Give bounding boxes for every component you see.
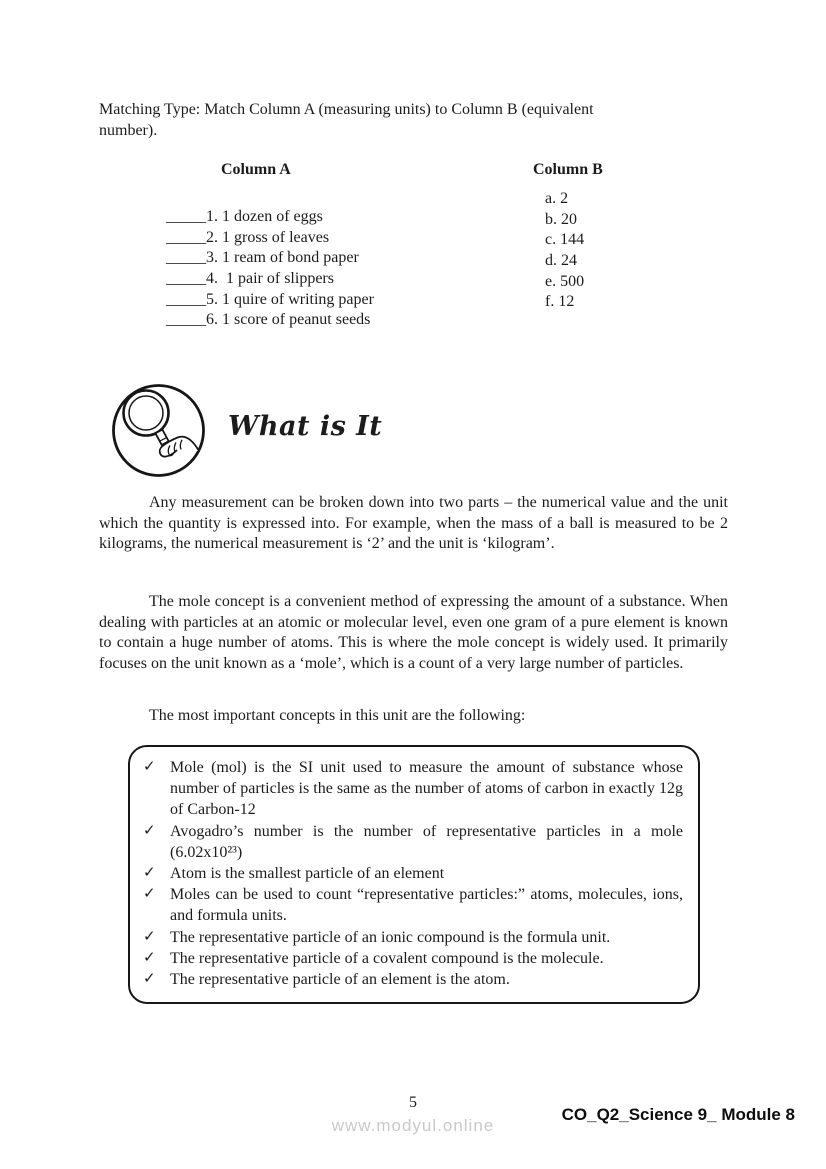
answer-blank[interactable]: _____ xyxy=(166,311,206,329)
module-label: CO_Q2_Science 9_ Module 8 xyxy=(561,1105,795,1124)
concept-item-5 xyxy=(143,927,683,948)
checkmark-icon: ✓ xyxy=(143,886,156,903)
concept-item-1 xyxy=(143,757,683,821)
magnifier-hand-icon xyxy=(110,382,207,479)
matching-instruction-line1: Matching Type: Match Column A (measuring units) to Column B (equivalent xyxy=(99,101,594,118)
column-a-item: 3. 1 ream of bond paper xyxy=(206,249,359,267)
answer-blank[interactable]: _____ xyxy=(166,270,206,288)
column-b-header: Column B xyxy=(533,161,603,178)
checkmark-icon: ✓ xyxy=(143,865,156,882)
matching-instruction xyxy=(99,99,739,141)
concept-text: Mole (mol) is the SI unit used to measure the amount of substance whose number of particles is the same as the number of atoms of carbon in exactly 12g of Carbon-12 xyxy=(170,759,683,819)
concept-text: Moles can be used to count “representative particles:” atoms, molecules, ions, and formula units. xyxy=(170,886,683,925)
concept-text: The representative particle of a covalent compound is the molecule. xyxy=(170,949,604,967)
checkmark-icon: ✓ xyxy=(143,928,156,945)
answer-blank[interactable]: _____ xyxy=(166,249,206,267)
column-a-item: 2. 1 gross of leaves xyxy=(206,228,330,246)
key-concepts-box xyxy=(128,745,700,1004)
column-b-item: e. 500 xyxy=(545,272,585,290)
answer-blank[interactable]: _____ xyxy=(166,290,206,308)
concept-text: Atom is the smallest particle of an element xyxy=(170,865,445,883)
matching-list xyxy=(142,190,702,329)
column-a-item: 5. 1 quire of writing paper xyxy=(206,290,374,308)
paragraph-concepts-lead: The most important concepts in this unit are the following: xyxy=(149,707,526,724)
column-b-item: d. 24 xyxy=(545,252,577,270)
matching-row-6 xyxy=(142,290,702,329)
answer-blank[interactable]: _____ xyxy=(166,228,206,246)
concept-item-7 xyxy=(143,969,683,990)
answer-blank[interactable]: _____ xyxy=(166,208,206,225)
matching-instruction-line2: number). xyxy=(99,122,158,139)
column-a-item: 6. 1 score of peanut seeds xyxy=(206,311,371,329)
column-b-item: a. 2 xyxy=(545,190,569,207)
checkmark-icon: ✓ xyxy=(143,822,156,839)
concept-text: The representative particle of an ionic compound is the formula unit. xyxy=(170,928,611,946)
paragraph-measurement: Any measurement can be broken down into two parts – the numerical value and the unit which the quantity is expressed into. For example, when the mass of a ball is measured to be 2 kilograms, the numerical measurement is ‘2’ and the unit is ‘kilogram’. xyxy=(99,494,728,553)
watermark: www.modyul.online xyxy=(331,1116,495,1135)
concept-item-2 xyxy=(143,821,683,863)
concept-item-6 xyxy=(143,948,683,969)
checkmark-icon: ✓ xyxy=(143,949,156,966)
checkmark-icon: ✓ xyxy=(143,971,156,988)
column-b-item: c. 144 xyxy=(545,231,585,249)
section-title: What is It xyxy=(228,411,383,442)
concept-text: The representative particle of an element is the atom. xyxy=(170,971,510,989)
column-a-item: 1. 1 dozen of eggs xyxy=(206,208,323,225)
column-b-item: f. 12 xyxy=(545,293,575,311)
page-number: 5 xyxy=(409,1094,417,1111)
concept-item-3 xyxy=(143,863,683,884)
checkmark-icon: ✓ xyxy=(143,759,156,775)
column-b-item: b. 20 xyxy=(545,210,577,228)
concept-item-4 xyxy=(143,884,683,926)
column-a-item: 4. 1 pair of slippers xyxy=(206,270,334,288)
paragraph-mole-concept: The mole concept is a convenient method of expressing the amount of a substance. When dealing with particles at an atomic or molecular level, even one gram of a pure element is known to contain a huge number of atoms. This is where the mole concept is widely used. It primarily focuses on the unit known as a ‘mole’, which is a count of a very large number of particles. xyxy=(99,593,728,673)
concept-text: Avogadro’s number is the number of representative particles in a mole (6.02x10²³) xyxy=(170,822,683,861)
column-a-header: Column A xyxy=(221,161,291,178)
